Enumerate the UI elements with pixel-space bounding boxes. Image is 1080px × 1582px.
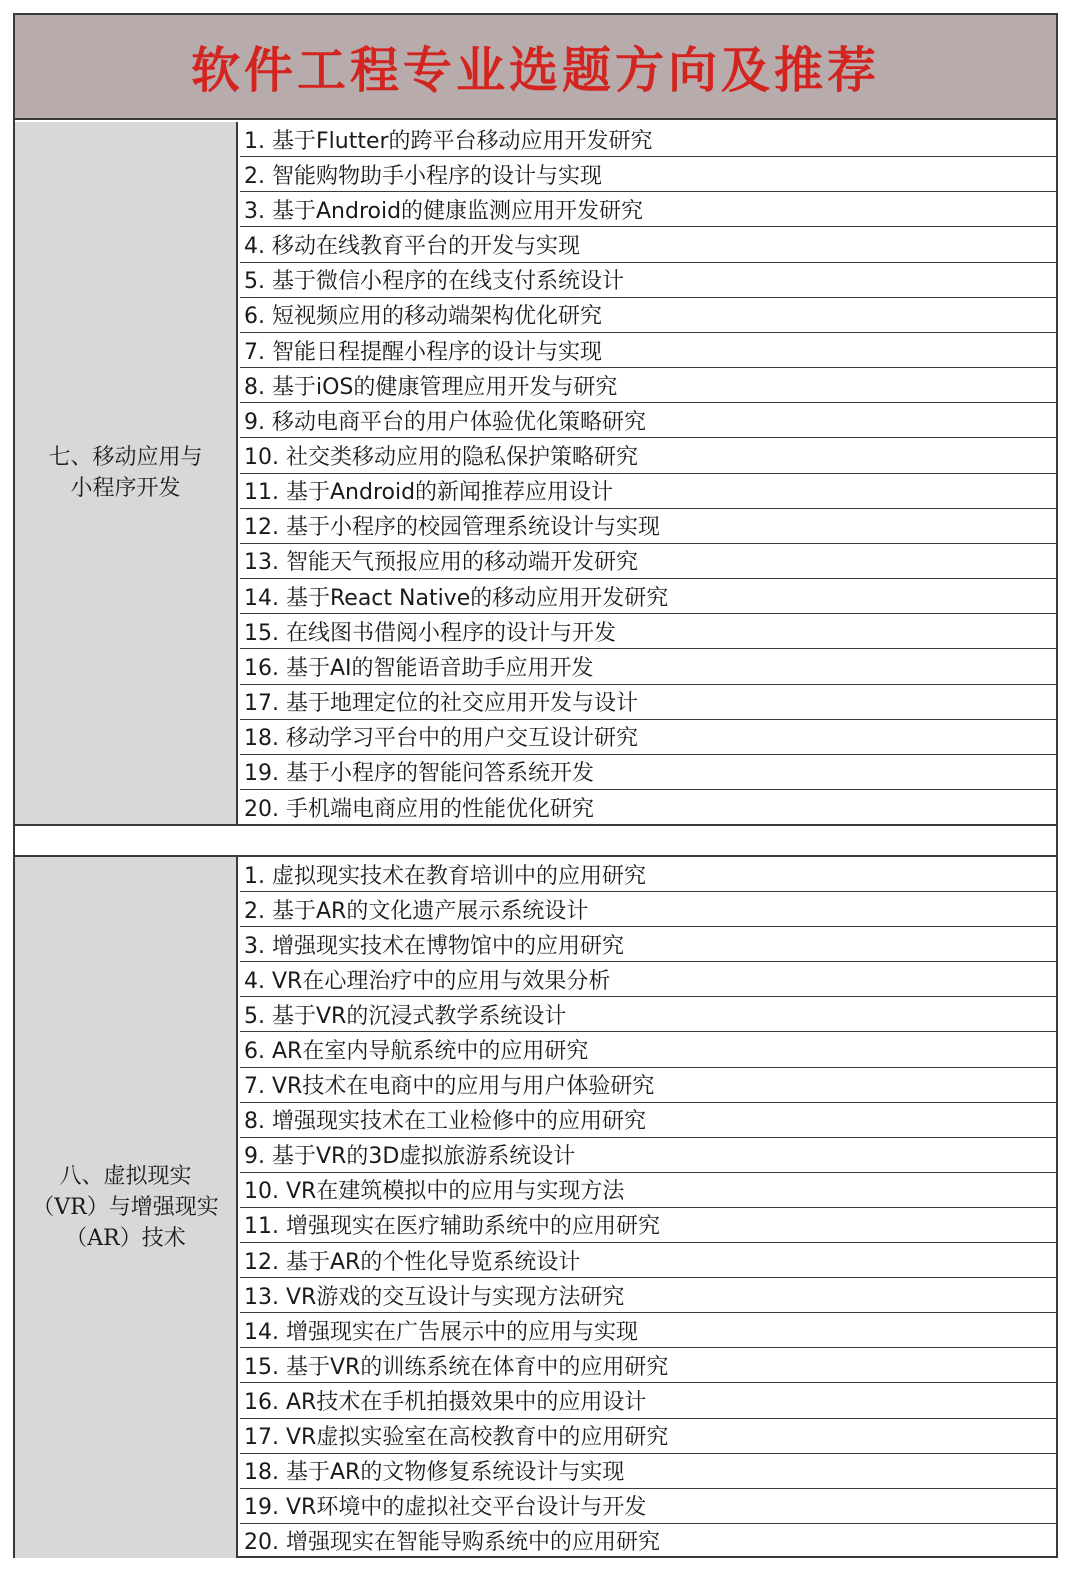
topic-list: [240, 857, 1056, 1558]
topic-row: 20. 手机端电商应用的性能优化研究: [244, 796, 594, 822]
topic-row: 1. 虚拟现实技术在教育培训中的应用研究: [240, 857, 1056, 892]
topic-row: 3. 基于Android的健康监测应用开发研究: [240, 192, 1056, 227]
topic-row: 2. 基于AR的文化遗产展示系统设计: [240, 892, 1056, 927]
section-vr-ar: [15, 857, 1056, 1558]
section-divider: [15, 824, 1056, 857]
topic-row: 11. 增强现实在医疗辅助系统中的应用研究: [240, 1208, 1056, 1243]
category-cell: [15, 857, 238, 1558]
section-mobile-apps: [15, 122, 1056, 824]
topic-row: 4. VR在心理治疗中的应用与效果分析: [240, 962, 1056, 997]
topic-row: 12. 基于AR的个性化导览系统设计: [240, 1243, 1056, 1278]
topic-row: 15. 基于VR的训练系统在体育中的应用研究: [240, 1348, 1056, 1383]
topic-row: 6. 短视频应用的移动端架构优化研究: [240, 298, 1056, 333]
topic-list: [240, 122, 1056, 824]
topic-row: 16. 基于AI的智能语音助手应用开发: [240, 649, 1056, 684]
topic-row: 11. 基于Android的新闻推荐应用设计: [240, 474, 1056, 509]
category-label: 八、虚拟现实 （VR）与增强现实 （AR）技术: [32, 1164, 219, 1251]
topic-row: 5. 基于VR的沉浸式教学系统设计: [240, 997, 1056, 1032]
topic-row: 10. VR在建筑模拟中的应用与实现方法: [240, 1173, 1056, 1208]
topic-row: 8. 基于iOS的健康管理应用开发与研究: [240, 368, 1056, 403]
topic-row: 9. 基于VR的3D虚拟旅游系统设计: [240, 1138, 1056, 1173]
topic-row: 9. 移动电商平台的用户体验优化策略研究: [240, 403, 1056, 438]
topic-row: 19. VR环境中的虚拟社交平台设计与开发: [240, 1489, 1056, 1524]
page-title: 软件工程专业选题方向及推荐: [190, 40, 880, 99]
topic-row: 2. 智能购物助手小程序的设计与实现: [240, 157, 1056, 192]
topic-row: 17. VR虚拟实验室在高校教育中的应用研究: [240, 1419, 1056, 1454]
topic-row: 14. 基于React Native的移动应用开发研究: [240, 579, 1056, 614]
topic-row: 7. 智能日程提醒小程序的设计与实现: [240, 333, 1056, 368]
title-bar: [15, 15, 1056, 120]
topic-row: 4. 移动在线教育平台的开发与实现: [240, 227, 1056, 262]
topic-row: 8. 增强现实技术在工业检修中的应用研究: [240, 1103, 1056, 1138]
topic-row: 15. 在线图书借阅小程序的设计与开发: [240, 614, 1056, 649]
topic-row: 3. 增强现实技术在博物馆中的应用研究: [240, 927, 1056, 962]
topic-row: 19. 基于小程序的智能问答系统开发: [240, 755, 1056, 790]
topic-row: 5. 基于微信小程序的在线支付系统设计: [240, 263, 1056, 298]
topic-row: 13. VR游戏的交互设计与实现方法研究: [240, 1278, 1056, 1313]
topic-row: 13. 智能天气预报应用的移动端开发研究: [240, 544, 1056, 579]
topic-row: 12. 基于小程序的校园管理系统设计与实现: [240, 509, 1056, 544]
topic-row: 17. 基于地理定位的社交应用开发与设计: [240, 685, 1056, 720]
topic-row: 16. AR技术在手机拍摄效果中的应用设计: [240, 1383, 1056, 1418]
topic-row: 1. 基于Flutter的跨平台移动应用开发研究: [240, 122, 1056, 157]
category-cell: [15, 122, 238, 824]
topic-row: 6. AR在室内导航系统中的应用研究: [240, 1032, 1056, 1067]
topic-row: 7. VR技术在电商中的应用与用户体验研究: [240, 1068, 1056, 1103]
topic-row: 10. 社交类移动应用的隐私保护策略研究: [240, 438, 1056, 473]
topic-row: 20. 增强现实在智能导购系统中的应用研究: [244, 1530, 660, 1556]
topic-table: [13, 13, 1058, 1558]
topic-row: 18. 移动学习平台中的用户交互设计研究: [240, 720, 1056, 755]
topic-row: 18. 基于AR的文物修复系统设计与实现: [240, 1454, 1056, 1489]
category-label: 七、移动应用与 小程序开发: [48, 445, 203, 501]
topic-row: 14. 增强现实在广告展示中的应用与实现: [240, 1313, 1056, 1348]
